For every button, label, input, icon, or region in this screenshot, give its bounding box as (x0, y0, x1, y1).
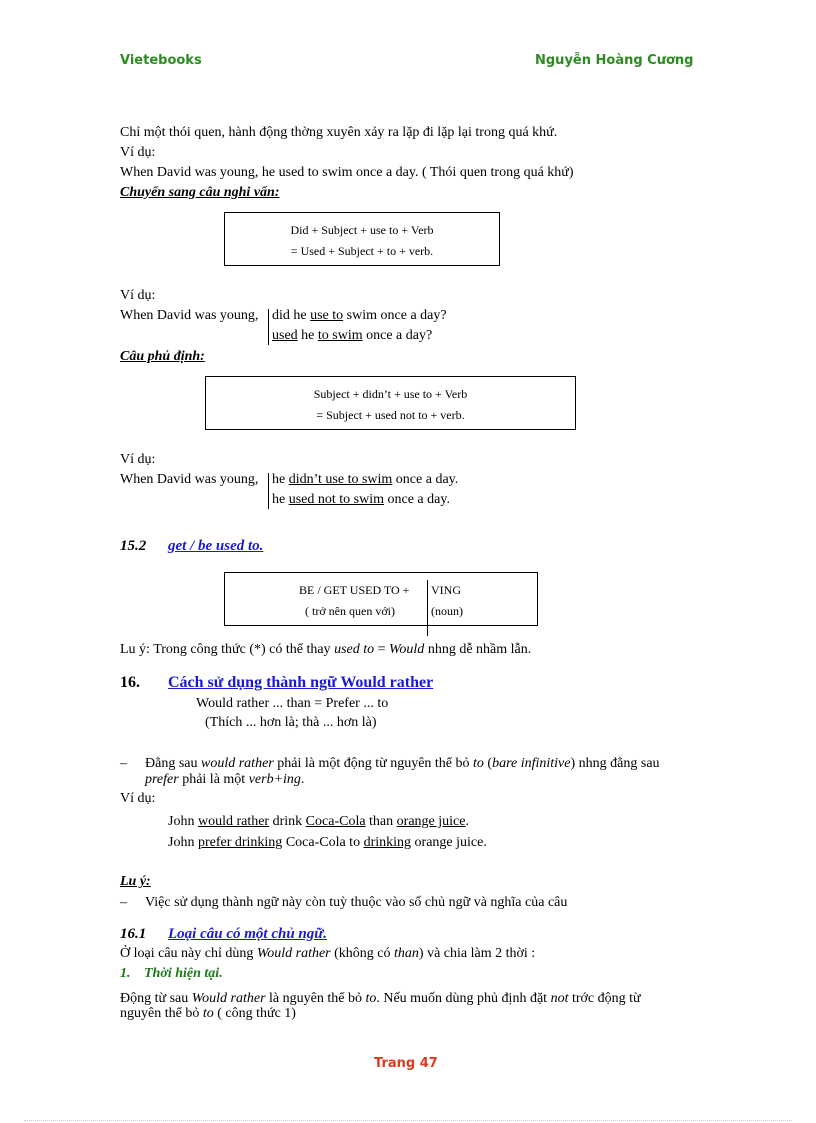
question-heading: Chuyển sang câu nghi vấn: (120, 185, 280, 200)
formula-box-negative (205, 376, 576, 430)
vidu-label: Ví dụ: (120, 288, 156, 303)
formula-line: Subject + didn’t + use to + Verb (313, 387, 468, 401)
header-left: Vietebooks (120, 53, 202, 68)
note-line: Lu ý: Trong công thức (*) có thể thay used to = Would nhng dễ nhầm lẫn. (120, 642, 532, 657)
bullet-text: Đằng sau would rather phải là một động từ nguyên thể bỏ to (bare infinitive) nhng đằng sau (145, 756, 660, 771)
subsection-title: Thời hiện tại. (144, 966, 223, 981)
formula-right-meaning: (noun) (431, 604, 463, 618)
formula-meaning: (Thích ... hơn là; thà ... hơn là) (205, 715, 377, 730)
subsection-number: 1. (120, 966, 131, 981)
header-right: Nguyễn Hoàng Cương (535, 53, 694, 68)
section-title-link[interactable]: Cách sử dụng thành ngữ Would rather (168, 674, 434, 691)
brace-bar (268, 473, 269, 509)
formula-line: Did + Subject + use to + Verb (290, 223, 434, 237)
formula-left-meaning: ( trở nên quen với) (305, 604, 395, 618)
page-edge (24, 1120, 792, 1121)
formula-box-getused (224, 572, 538, 626)
formula-line: = Used + Subject + to + verb. (290, 244, 434, 258)
formula-line: = Subject + used not to + verb. (316, 408, 465, 422)
example-line: When David was young, he used to swim once a day. ( Thói quen trong quá khứ) (120, 165, 574, 180)
section-number: 15.2 (120, 538, 147, 554)
example-line: he used not to swim once a day. (272, 492, 450, 507)
bullet-dash: – (120, 895, 127, 910)
bullet-text: Việc sử dụng thành ngữ này còn tuỳ thuộc vào số chủ ngữ và nghĩa của câu (145, 895, 568, 910)
negative-heading: Câu phủ định: (120, 349, 205, 364)
example-lead: When David was young, (120, 472, 259, 487)
example-line: he didn’t use to swim once a day. (272, 472, 459, 487)
example-line: did he use to swim once a day? (272, 308, 447, 323)
vidu-label: Ví dụ: (120, 791, 156, 806)
vidu-label: Ví dụ: (120, 452, 156, 467)
formula-box-question (224, 212, 500, 266)
intro-line: Chỉ một thói quen, hành động thờng xuyên xảy ra lặp đi lặp lại trong quá khứ. (120, 125, 558, 140)
paragraph-line: Ở loại câu này chỉ dùng Would rather (không có than) và chia làm 2 thời : (120, 946, 536, 961)
example-lead: When David was young, (120, 308, 259, 323)
example-line: John prefer drinking Coca-Cola to drinking orange juice. (168, 835, 487, 850)
bullet-text-cont: prefer phải là một verb+ing. (145, 772, 305, 787)
section-number: 16.1 (120, 926, 147, 942)
formula-divider (427, 580, 428, 636)
brace-bar (268, 309, 269, 345)
example-line: used he to swim once a day? (272, 328, 433, 343)
note-heading: Lu ý: (120, 874, 151, 889)
example-line: John would rather drink Coca-Cola than orange juice. (168, 814, 469, 829)
paragraph-line: Động từ sau Would rather là nguyên thể bỏ to. Nếu muốn dùng phủ định đặt not trớc động từ (120, 991, 641, 1006)
formula-left: BE / GET USED TO + (299, 583, 410, 597)
paragraph-line-cont: nguyên thể bỏ to ( công thức 1) (120, 1006, 296, 1021)
page-number: Trang 47 (374, 1056, 438, 1071)
section-title-link[interactable]: Loại câu có một chủ ngữ. (168, 926, 327, 942)
bullet-dash: – (120, 756, 127, 771)
section-title-link[interactable]: get / be used to. (168, 538, 264, 554)
section-number: 16. (120, 674, 140, 691)
formula-text: Would rather ... than = Prefer ... to (196, 696, 389, 711)
formula-right: VING (431, 583, 461, 597)
vidu-label: Ví dụ: (120, 145, 156, 160)
